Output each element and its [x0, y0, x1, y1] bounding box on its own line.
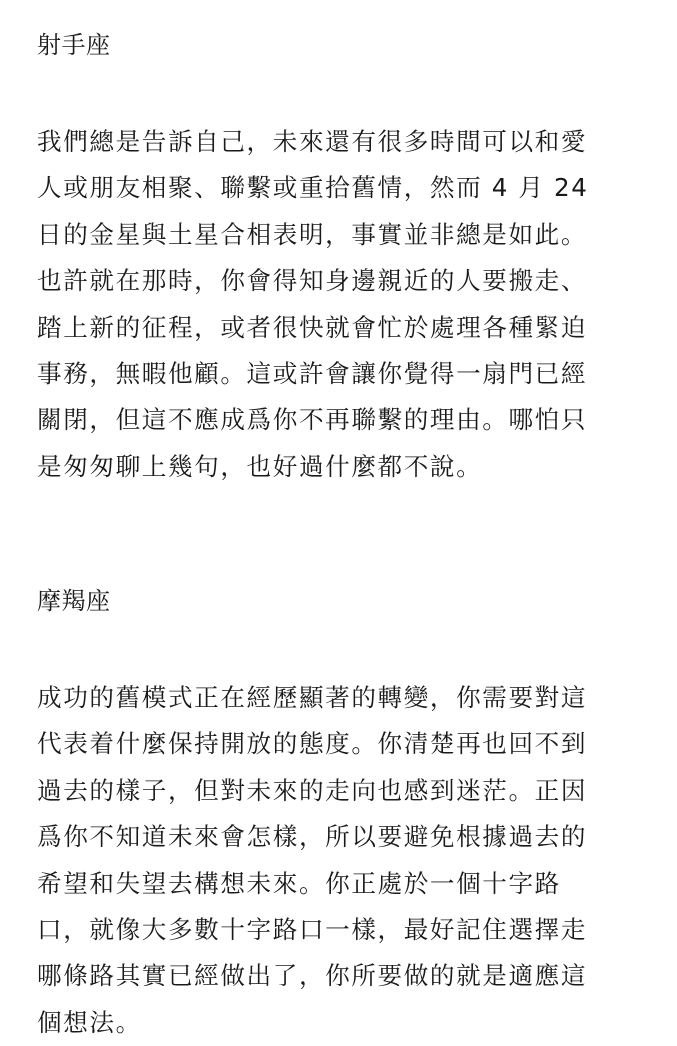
paragraph-line: 日的金星與土星合相表明，事實並非總是如此。: [37, 219, 588, 249]
sagittarius-section: [37, 22, 643, 490]
paragraph-line: 事務，無暇他顧。這或許會讓你覺得一扇門已經: [37, 358, 588, 388]
paragraph-line: 代表着什麼保持開放的態度。你清楚再也回不到: [37, 729, 588, 759]
capricorn-section: [37, 578, 643, 1046]
paragraph-line: 踏上新的征程，或者很快就會忙於處理各種緊迫: [37, 312, 588, 342]
paragraph-line: 爲你不知道未來會怎樣，所以要避免根據過去的: [37, 822, 588, 852]
sagittarius-paragraph: [37, 119, 643, 490]
paragraph-line: 希望和失望去構想未來。你正處於一個十字路: [37, 868, 561, 898]
paragraph-line: 人或朋友相聚、聯繫或重拾舊情，然而 4 月 24: [37, 173, 589, 203]
paragraph-line: 口，就像大多數十字路口一樣，最好記住選擇走: [37, 914, 588, 944]
sign-title-capricorn: 摩羯座: [37, 587, 111, 615]
paragraph-line: 哪條路其實已經做出了，你所要做的就是適應這: [37, 961, 588, 991]
paragraph-line: 成功的舊模式正在經歷顯著的轉變，你需要對這: [37, 683, 588, 712]
paragraph-line: 關閉，但這不應成爲你不再聯繫的理由。哪怕只: [37, 405, 588, 435]
paragraph-line: 也許就在那時，你會得知身邊親近的人要搬走、: [37, 266, 588, 296]
paragraph-line: 我們總是告訴自己，未來還有很多時間可以和愛: [37, 127, 588, 156]
paragraph-line: 個想法。: [37, 1007, 142, 1037]
paragraph-line: 是匆匆聊上幾句，也好過什麼都不說。: [37, 451, 483, 481]
paragraph-line: 過去的樣子，但對未來的走向也感到迷茫。正因: [37, 775, 588, 805]
capricorn-paragraph: [37, 675, 643, 1046]
sign-title-sagittarius: 射手座: [37, 31, 111, 59]
